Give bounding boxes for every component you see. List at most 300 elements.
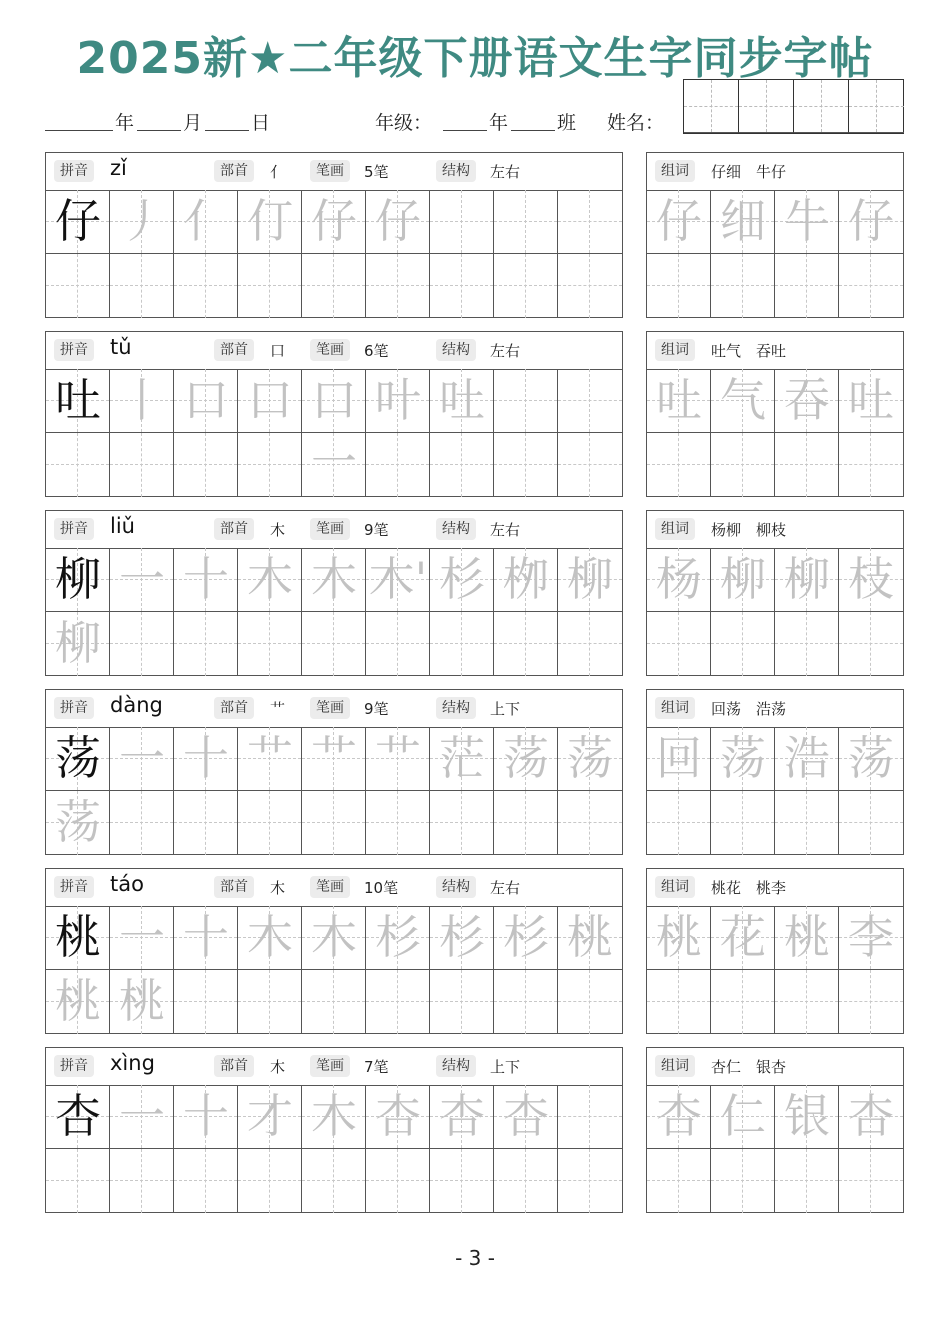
stroke-step: 木 [247,910,293,964]
name-cell[interactable] [684,80,739,133]
stroke-step: 木 [311,1089,357,1143]
writing-cell[interactable] [174,727,238,791]
writing-cell[interactable] [647,548,711,612]
writing-cell[interactable] [46,548,110,612]
name-cell[interactable] [794,80,849,133]
writing-cell[interactable] [430,190,494,254]
word-character: 仔 [848,194,894,248]
strokes-value: 7笔 [364,1058,389,1076]
writing-cell[interactable] [647,970,711,1034]
class-blank[interactable] [511,130,555,131]
writing-cell[interactable] [430,791,494,855]
writing-cell[interactable] [647,791,711,855]
word-character: 吞 [784,373,830,427]
writing-cell[interactable] [839,1149,903,1213]
writing-cell[interactable] [110,1149,174,1213]
words-panel [646,868,904,1034]
writing-cell[interactable] [775,906,839,970]
writing-cell[interactable] [366,254,430,318]
writing-cell[interactable] [494,1085,558,1149]
writing-cell[interactable] [430,1149,494,1213]
writing-cell[interactable] [558,727,622,791]
writing-cell[interactable] [711,369,775,433]
writing-cell[interactable] [302,369,366,489]
stroke-step: 一 [119,552,165,606]
writing-cell[interactable] [775,548,839,612]
stroke-step: 十 [183,552,229,606]
radical-tag: 部首 [214,876,254,898]
word-character: 荡 [720,731,766,785]
word-character: 柳 [720,552,766,606]
year-label: 年 [115,112,135,134]
words-value: 杨柳 柳枝 [711,521,787,539]
writing-cell[interactable] [46,190,110,254]
writing-cell[interactable] [558,190,622,254]
structure-value: 左右 [490,521,521,539]
writing-cell[interactable] [110,906,174,970]
structure-value: 上下 [490,1058,521,1076]
name-cell[interactable] [849,80,904,133]
stroke-step: 柳 [55,616,101,670]
writing-cell[interactable] [711,727,775,791]
writing-cell[interactable] [558,791,622,855]
writing-cell[interactable] [366,1149,430,1213]
writing-cell[interactable] [46,1149,110,1213]
words-panel [646,1047,904,1213]
radical-value: 木 [270,521,286,539]
writing-cell[interactable] [110,727,174,791]
stroke-step: 口 [247,373,293,427]
pinyin-tag: 拼音 [54,339,94,361]
stroke-step: 柳 [567,552,613,606]
pinyin-value: táo [110,872,144,896]
stroke-step: 木 [311,552,357,606]
writing-cell[interactable] [238,791,302,855]
stroke-step: 杉 [439,910,485,964]
stroke-step: 一 [119,731,165,785]
writing-cell[interactable] [494,612,558,676]
name-cell[interactable] [739,80,794,133]
writing-cell[interactable] [302,970,366,1034]
structure-tag: 结构 [436,339,476,361]
writing-cell[interactable] [238,548,302,612]
stroke-step: 荡 [567,731,613,785]
radical-tag: 部首 [214,1055,254,1077]
word-character: 李 [848,910,894,964]
stroke-step: 仔 [375,194,421,248]
writing-cell[interactable] [430,1085,494,1149]
writing-cell[interactable] [174,970,238,1034]
writing-cell[interactable] [775,369,839,433]
character-panel [45,331,623,497]
writing-cell[interactable] [174,612,238,676]
writing-cell[interactable] [711,1085,775,1149]
words-panel [646,689,904,855]
writing-cell[interactable] [302,190,366,254]
word-character: 牛 [784,194,830,248]
strokes-tag: 笔画 [310,697,350,719]
writing-cell[interactable] [558,433,622,497]
character-panel [45,1047,623,1213]
stroke-step: 杏 [439,1089,485,1143]
model-character: 荡 [55,731,101,785]
character-header [46,153,622,191]
writing-cell[interactable] [647,433,711,497]
day-label: 日 [251,112,271,134]
writing-cell[interactable] [494,970,558,1034]
writing-cell[interactable] [647,727,711,791]
writing-cell[interactable] [839,970,903,1034]
structure-value: 左右 [490,163,521,181]
strokes-tag: 笔画 [310,160,350,182]
writing-cell[interactable] [238,612,302,676]
writing-cell[interactable] [238,433,302,497]
writing-cell[interactable] [839,369,903,433]
character-panel [45,868,623,1034]
writing-cell[interactable] [839,612,903,676]
radical-value: 木 [270,1058,286,1076]
writing-cell[interactable] [110,433,174,497]
pinyin-tag: 拼音 [54,697,94,719]
radical-value: 口 [270,342,286,360]
word-character: 荡 [848,731,894,785]
writing-cell[interactable] [775,433,839,497]
writing-cell[interactable] [839,791,903,855]
writing-cell[interactable] [46,433,110,497]
word-character: 花 [720,910,766,964]
stroke-step: 桃 [55,974,101,1028]
word-character: 吐 [848,373,894,427]
word-character: 回 [656,731,702,785]
writing-cell[interactable] [238,254,302,318]
word-character: 细 [720,194,766,248]
word-character: 桃 [656,910,702,964]
pinyin-value: tǔ [110,335,132,359]
writing-cell[interactable] [558,1085,622,1149]
writing-cell[interactable] [46,254,110,318]
writing-cell[interactable] [647,369,711,433]
writing-cell[interactable] [110,548,174,612]
grade-label: 年级： [375,112,433,134]
writing-cell[interactable] [711,1149,775,1213]
writing-cell[interactable] [558,548,622,612]
page-title: 2025新★二年级下册语文生字同步字帖 [76,33,874,84]
writing-cell[interactable] [366,1085,430,1149]
writing-cell[interactable] [302,791,366,855]
words-tag: 组词 [655,1055,695,1077]
writing-cell[interactable] [366,433,430,497]
model-character: 柳 [55,552,101,606]
stroke-step: 桃 [119,974,165,1028]
name-label: 姓名： [607,112,665,134]
pinyin-tag: 拼音 [54,160,94,182]
writing-cell[interactable] [46,906,110,970]
radical-value: 木 [270,879,286,897]
writing-cell[interactable] [238,1149,302,1213]
writing-cell[interactable] [238,1085,302,1149]
writing-cell[interactable] [558,369,622,433]
words-panel [646,331,904,497]
writing-cell[interactable] [174,254,238,318]
writing-cell[interactable] [647,190,711,254]
writing-cell[interactable] [174,548,238,612]
word-character: 杏 [656,1089,702,1143]
day-blank[interactable] [205,130,249,131]
writing-cell[interactable] [839,727,903,791]
stroke-step: 亻 [183,194,229,248]
writing-cell[interactable] [174,433,238,497]
writing-cell[interactable] [430,612,494,676]
stroke-step: 桃 [567,910,613,964]
writing-cell[interactable] [302,1085,366,1149]
writing-cell[interactable] [430,727,494,791]
writing-cell[interactable] [238,970,302,1034]
words-panel [646,152,904,318]
writing-cell[interactable] [366,612,430,676]
writing-cell[interactable] [839,433,903,497]
writing-cell[interactable] [839,548,903,612]
character-header [46,869,622,907]
writing-cell[interactable] [430,970,494,1034]
model-character: 杏 [55,1089,101,1143]
writing-cell[interactable] [839,190,903,254]
word-character: 气 [720,373,766,427]
writing-cell[interactable] [110,970,174,1034]
writing-cell[interactable] [711,548,775,612]
stroke-step: 木 [311,910,357,964]
writing-cell[interactable] [302,906,366,970]
stroke-step: 仔 [311,194,357,248]
writing-cell[interactable] [494,254,558,318]
writing-cell[interactable] [839,254,903,318]
month-blank[interactable] [137,130,181,131]
writing-cell[interactable] [302,1149,366,1213]
class-label: 班 [557,112,577,134]
writing-cell[interactable] [839,1085,903,1149]
writing-cell[interactable] [302,612,366,676]
words-tag: 组词 [655,697,695,719]
month-label: 月 [183,112,203,134]
words-header [647,1048,903,1086]
character-header [46,690,622,728]
stroke-step: 茫 [439,731,485,785]
stroke-step: 杉 [439,552,485,606]
stroke-step: 木 [247,552,293,606]
writing-cell[interactable] [711,190,775,254]
writing-cell[interactable] [110,369,174,433]
stroke-step: 吐 [439,373,485,427]
words-value: 桃花 桃李 [711,879,787,897]
stroke-step: 艹 [311,731,357,785]
word-character: 柳 [784,552,830,606]
writing-cell[interactable] [839,906,903,970]
writing-cell[interactable] [110,1085,174,1149]
word-character: 银 [784,1089,830,1143]
strokes-tag: 笔画 [310,518,350,540]
radical-tag: 部首 [214,697,254,719]
writing-cell[interactable] [302,548,366,612]
strokes-value: 6笔 [364,342,389,360]
writing-cell[interactable] [558,970,622,1034]
stroke-step: 才 [247,1089,293,1143]
writing-cell[interactable] [775,791,839,855]
writing-cell[interactable] [494,1149,558,1213]
radical-value: 艹 [270,700,286,718]
structure-value: 左右 [490,879,521,897]
writing-cell[interactable] [174,791,238,855]
writing-cell[interactable] [46,369,110,433]
writing-cell[interactable] [494,791,558,855]
writing-cell[interactable] [366,190,430,254]
writing-cell[interactable] [174,190,238,254]
radical-value: 亻 [270,163,286,181]
year-blank[interactable] [45,130,113,131]
pinyin-value: dàng [110,693,163,717]
writing-cell[interactable] [558,612,622,676]
writing-cell[interactable] [366,906,430,970]
words-header [647,153,903,191]
stroke-step: 荡 [55,795,101,849]
writing-cell[interactable] [711,791,775,855]
writing-cell[interactable] [775,190,839,254]
writing-cell[interactable] [775,970,839,1034]
structure-tag: 结构 [436,1055,476,1077]
words-value: 吐气 吞吐 [711,342,787,360]
stroke-step: 十 [183,1089,229,1143]
writing-cell[interactable] [647,1149,711,1213]
stroke-step: 叶 [375,373,421,427]
stroke-step: 口一 [311,373,357,489]
words-value: 仔细 牛仔 [711,163,787,181]
writing-cell[interactable] [775,612,839,676]
writing-cell[interactable] [430,369,494,433]
name-grid[interactable] [683,79,904,134]
writing-cell[interactable] [494,548,558,612]
writing-cell[interactable] [110,190,174,254]
stroke-step: 仃 [247,194,293,248]
character-panel [45,689,623,855]
character-panel [45,152,623,318]
writing-cell[interactable] [238,906,302,970]
writing-cell[interactable] [174,1085,238,1149]
words-panel [646,510,904,676]
writing-cell[interactable] [647,612,711,676]
word-character: 杨 [656,552,702,606]
stroke-step: 栁 [503,552,549,606]
writing-cell[interactable] [430,433,494,497]
writing-cell[interactable] [366,369,430,433]
writing-cell[interactable] [174,906,238,970]
writing-cell[interactable] [775,727,839,791]
writing-cell[interactable] [711,612,775,676]
writing-cell[interactable] [494,433,558,497]
writing-cell[interactable] [366,727,430,791]
writing-cell[interactable] [647,906,711,970]
words-header [647,690,903,728]
pinyin-tag: 拼音 [54,1055,94,1077]
character-header [46,511,622,549]
stroke-step: 杏 [375,1089,421,1143]
writing-cell[interactable] [711,433,775,497]
model-character: 桃 [55,910,101,964]
writing-cell[interactable] [558,254,622,318]
model-character: 吐 [55,373,101,427]
writing-cell[interactable] [110,791,174,855]
writing-cell[interactable] [430,906,494,970]
writing-cell[interactable] [110,612,174,676]
word-character: 杏 [848,1089,894,1143]
writing-cell[interactable] [302,727,366,791]
grade-blank[interactable] [443,130,487,131]
words-value: 回荡 浩荡 [711,700,787,718]
writing-cell[interactable] [302,433,366,497]
word-character: 枝 [848,552,894,606]
strokes-tag: 笔画 [310,876,350,898]
writing-cell[interactable] [46,970,110,1034]
stroke-step: 丿 [119,194,165,248]
writing-cell[interactable] [775,254,839,318]
writing-cell[interactable] [238,369,302,433]
writing-cell[interactable] [430,254,494,318]
writing-cell[interactable] [647,254,711,318]
writing-cell[interactable] [711,254,775,318]
writing-cell[interactable] [366,970,430,1034]
writing-cell[interactable] [238,727,302,791]
words-tag: 组词 [655,876,695,898]
structure-tag: 结构 [436,160,476,182]
pinyin-tag: 拼音 [54,518,94,540]
writing-cell[interactable] [46,1085,110,1149]
writing-cell[interactable] [775,1085,839,1149]
structure-value: 上下 [490,700,521,718]
writing-cell[interactable] [366,791,430,855]
model-character: 仔 [55,194,101,248]
writing-cell[interactable] [494,727,558,791]
writing-cell[interactable] [775,1149,839,1213]
writing-cell[interactable] [558,906,622,970]
stroke-step: 木' [368,552,428,606]
character-header [46,332,622,370]
stroke-step: 一 [119,1089,165,1143]
stroke-step: 杏 [503,1089,549,1143]
writing-cell[interactable] [174,1149,238,1213]
writing-cell[interactable] [366,548,430,612]
writing-cell[interactable] [494,906,558,970]
radical-tag: 部首 [214,518,254,540]
words-tag: 组词 [655,518,695,540]
words-header [647,869,903,907]
writing-cell[interactable] [494,369,558,433]
stroke-step: 荡 [503,731,549,785]
writing-cell[interactable] [46,791,110,855]
writing-cell[interactable] [430,548,494,612]
words-header [647,511,903,549]
writing-cell[interactable] [110,254,174,318]
writing-cell[interactable] [647,1085,711,1149]
writing-cell[interactable] [711,906,775,970]
writing-cell[interactable] [494,190,558,254]
writing-cell[interactable] [238,190,302,254]
writing-cell[interactable] [302,254,366,318]
word-character: 桃 [784,910,830,964]
writing-cell[interactable] [46,727,110,791]
writing-cell[interactable] [46,612,110,676]
writing-cell[interactable] [711,970,775,1034]
words-tag: 组词 [655,339,695,361]
writing-cell[interactable] [174,369,238,433]
stroke-step: 艹 [247,731,293,785]
writing-cell[interactable] [558,1149,622,1213]
